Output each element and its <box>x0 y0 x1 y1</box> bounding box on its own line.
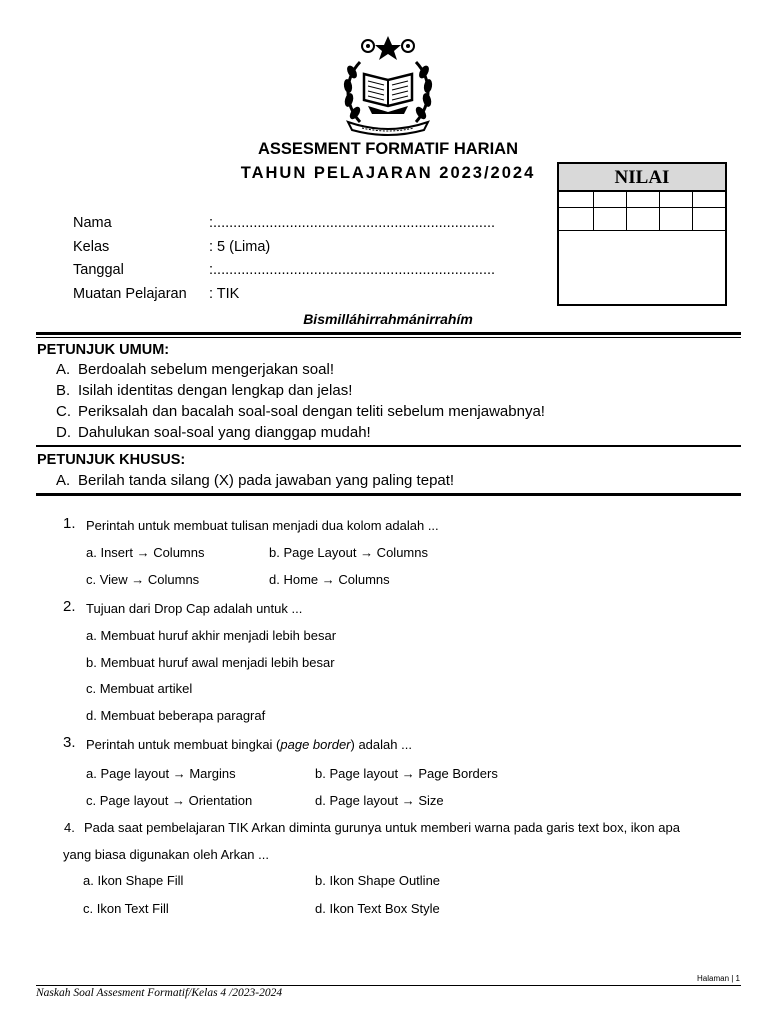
answer-option[interactable]: a. Membuat huruf akhir menjadi lebih besar <box>86 628 337 643</box>
instruction-letter: D. <box>56 424 71 441</box>
answer-option[interactable]: a. Page layout → Margins <box>86 766 236 781</box>
school-crest-icon <box>338 34 438 138</box>
question-text: Perintah untuk membuat bingkai (page border) adalah ... <box>86 737 412 752</box>
field-value-kelas: : 5 (Lima) <box>209 239 271 255</box>
question-text: Tujuan dari Drop Cap adalah untuk ... <box>86 601 303 616</box>
question-text: yang biasa digunakan oleh Arkan ... <box>63 847 269 862</box>
score-cells <box>559 192 725 214</box>
question-number: 2. <box>63 598 76 615</box>
answer-option[interactable]: c. Page layout → Orientation <box>86 793 253 808</box>
field-label-tanggal: Tanggal <box>73 262 124 278</box>
answer-option[interactable]: b. Page layout → Page Borders <box>315 766 498 781</box>
instruction-text: Berilah tanda silang (X) pada jawaban yang paling tepat! <box>78 472 455 489</box>
footer-divider <box>36 985 741 986</box>
answer-option[interactable]: a. Insert → Columns <box>86 545 205 560</box>
answer-option[interactable]: d. Page layout → Size <box>315 793 444 808</box>
instruction-letter: B. <box>56 382 71 399</box>
answer-option[interactable]: b. Page Layout → Columns <box>269 545 428 560</box>
answer-option[interactable]: c. View → Columns <box>86 572 200 587</box>
divider <box>36 337 741 338</box>
bismillah: Bismilláhirrahmánirrahím <box>303 311 473 327</box>
answer-option[interactable]: d. Home → Columns <box>269 572 390 587</box>
answer-option[interactable]: d. Ikon Text Box Style <box>315 901 440 916</box>
instruction-text: Isilah identitas dengan lengkap dan jelas! <box>78 382 353 399</box>
instruction-text: Dahulukan soal-soal yang dianggap mudah! <box>78 424 371 441</box>
question-text: Pada saat pembelajaran TIK Arkan diminta gurunya untuk memberi warna pada garis text box, ikon apa <box>84 820 680 835</box>
instruction-letter: A. <box>56 472 71 489</box>
field-value-tanggal[interactable]: :...................................................................... <box>209 262 496 278</box>
section-heading-umum: PETUNJUK UMUM: <box>37 342 170 358</box>
answer-option[interactable]: b. Ikon Shape Outline <box>315 873 441 888</box>
score-box <box>557 162 727 306</box>
score-box-label: NILAI <box>559 164 725 192</box>
field-label-muatan: Muatan Pelajaran <box>73 286 187 302</box>
section-heading-khusus: PETUNJUK KHUSUS: <box>37 452 186 468</box>
field-value-nama[interactable]: :...................................................................... <box>209 215 496 231</box>
question-number: 4. <box>64 820 75 835</box>
divider <box>36 332 741 335</box>
answer-option[interactable]: a. Ikon Shape Fill <box>83 873 184 888</box>
divider <box>36 445 741 447</box>
question-text: Perintah untuk membuat tulisan menjadi dua kolom adalah ... <box>86 518 439 533</box>
answer-option[interactable]: b. Membuat huruf awal menjadi lebih besar <box>86 655 335 670</box>
answer-option[interactable]: c. Membuat artikel <box>86 681 193 696</box>
question-number: 3. <box>63 734 76 751</box>
answer-option[interactable]: c. Ikon Text Fill <box>83 901 169 916</box>
instruction-letter: C. <box>56 403 71 420</box>
field-label-kelas: Kelas <box>73 239 110 255</box>
instruction-text: Periksalah dan bacalah soal-soal dengan teliti sebelum menjawabnya! <box>78 403 545 420</box>
footer-text: Naskah Soal Assesment Formatif/Kelas 4 /2023-2024 <box>36 987 283 999</box>
page-subtitle: TAHUN PELAJARAN 2023/2024 <box>240 164 536 182</box>
page-title: ASSESMENT FORMATIF HARIAN <box>257 140 519 158</box>
field-value-muatan: : TIK <box>209 286 240 302</box>
question-number: 1. <box>63 515 76 532</box>
page-number: Halaman | 1 <box>697 974 740 983</box>
field-label-nama: Nama <box>73 215 112 231</box>
divider <box>36 493 741 496</box>
instruction-letter: A. <box>56 361 71 378</box>
answer-option[interactable]: d. Membuat beberapa paragraf <box>86 708 266 723</box>
instruction-text: Berdoalah sebelum mengerjakan soal! <box>78 361 334 378</box>
